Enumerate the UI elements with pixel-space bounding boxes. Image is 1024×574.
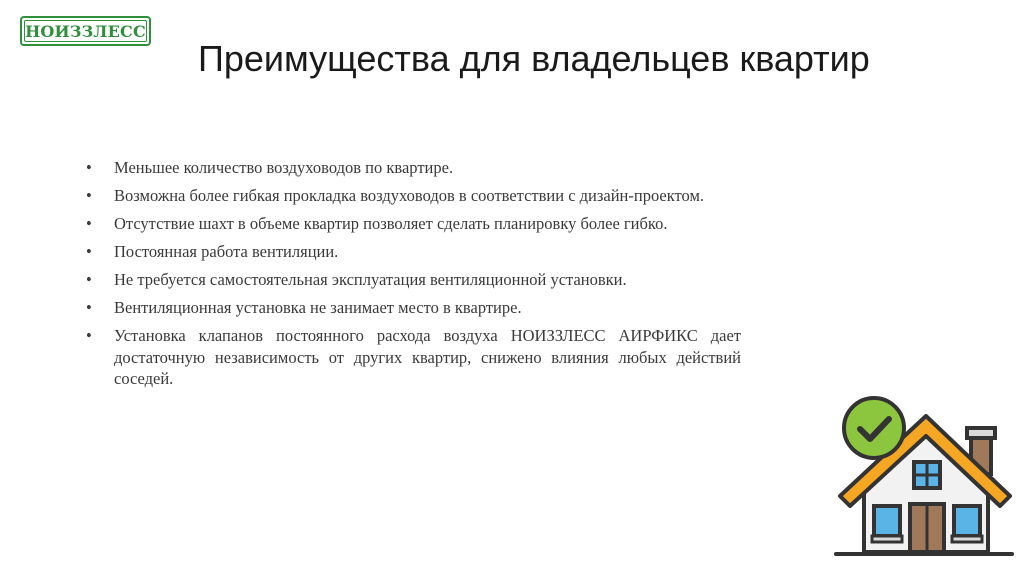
list-item xyxy=(86,213,741,235)
list-item-text: Возможна более гибкая прокладка воздуховодов в соответствии с дизайн-проектом. xyxy=(114,186,705,205)
list-item xyxy=(86,157,741,179)
bullet-icon: • xyxy=(86,270,92,289)
list-item xyxy=(86,241,741,263)
list-item-text: Меньшее количество воздуховодов по квартире. xyxy=(114,158,454,177)
list-item xyxy=(86,297,741,319)
bullet-icon: • xyxy=(86,214,92,233)
company-logo xyxy=(20,16,151,46)
check-circle xyxy=(844,398,904,458)
bullet-icon: • xyxy=(86,298,92,317)
bullet-icon: • xyxy=(86,242,92,261)
list-item xyxy=(86,325,741,390)
right-window xyxy=(954,506,980,536)
bullet-icon: • xyxy=(86,186,92,205)
list-item xyxy=(86,185,741,207)
chimney-cap xyxy=(967,428,995,438)
list-item-text: Постоянная работа вентиляции. xyxy=(114,242,339,261)
left-window xyxy=(874,506,900,536)
list-item xyxy=(86,269,741,291)
benefits-list xyxy=(86,157,741,396)
bullet-icon: • xyxy=(86,326,92,345)
slide-title: Преимущества для владельцев квартир xyxy=(198,38,870,79)
list-item-text: Вентиляционная установка не занимает место в квартире. xyxy=(114,298,522,317)
list-item-text: Не требуется самостоятельная эксплуатация вентиляционной установки. xyxy=(114,270,627,289)
house-with-checkmark-icon xyxy=(834,392,1014,574)
list-item-text: Установка клапанов постоянного расхода воздуха НОИЗЗЛЕСС АИРФИКС дает достаточную независимость от других квартир, снижено влияния любых действий соседей. xyxy=(114,326,741,388)
bullet-icon: • xyxy=(86,158,92,177)
list-item-text: Отсутствие шахт в объеме квартир позволяет сделать планировку более гибко. xyxy=(114,214,668,233)
logo-text: НОИЗЗЛЕСС xyxy=(25,21,146,41)
